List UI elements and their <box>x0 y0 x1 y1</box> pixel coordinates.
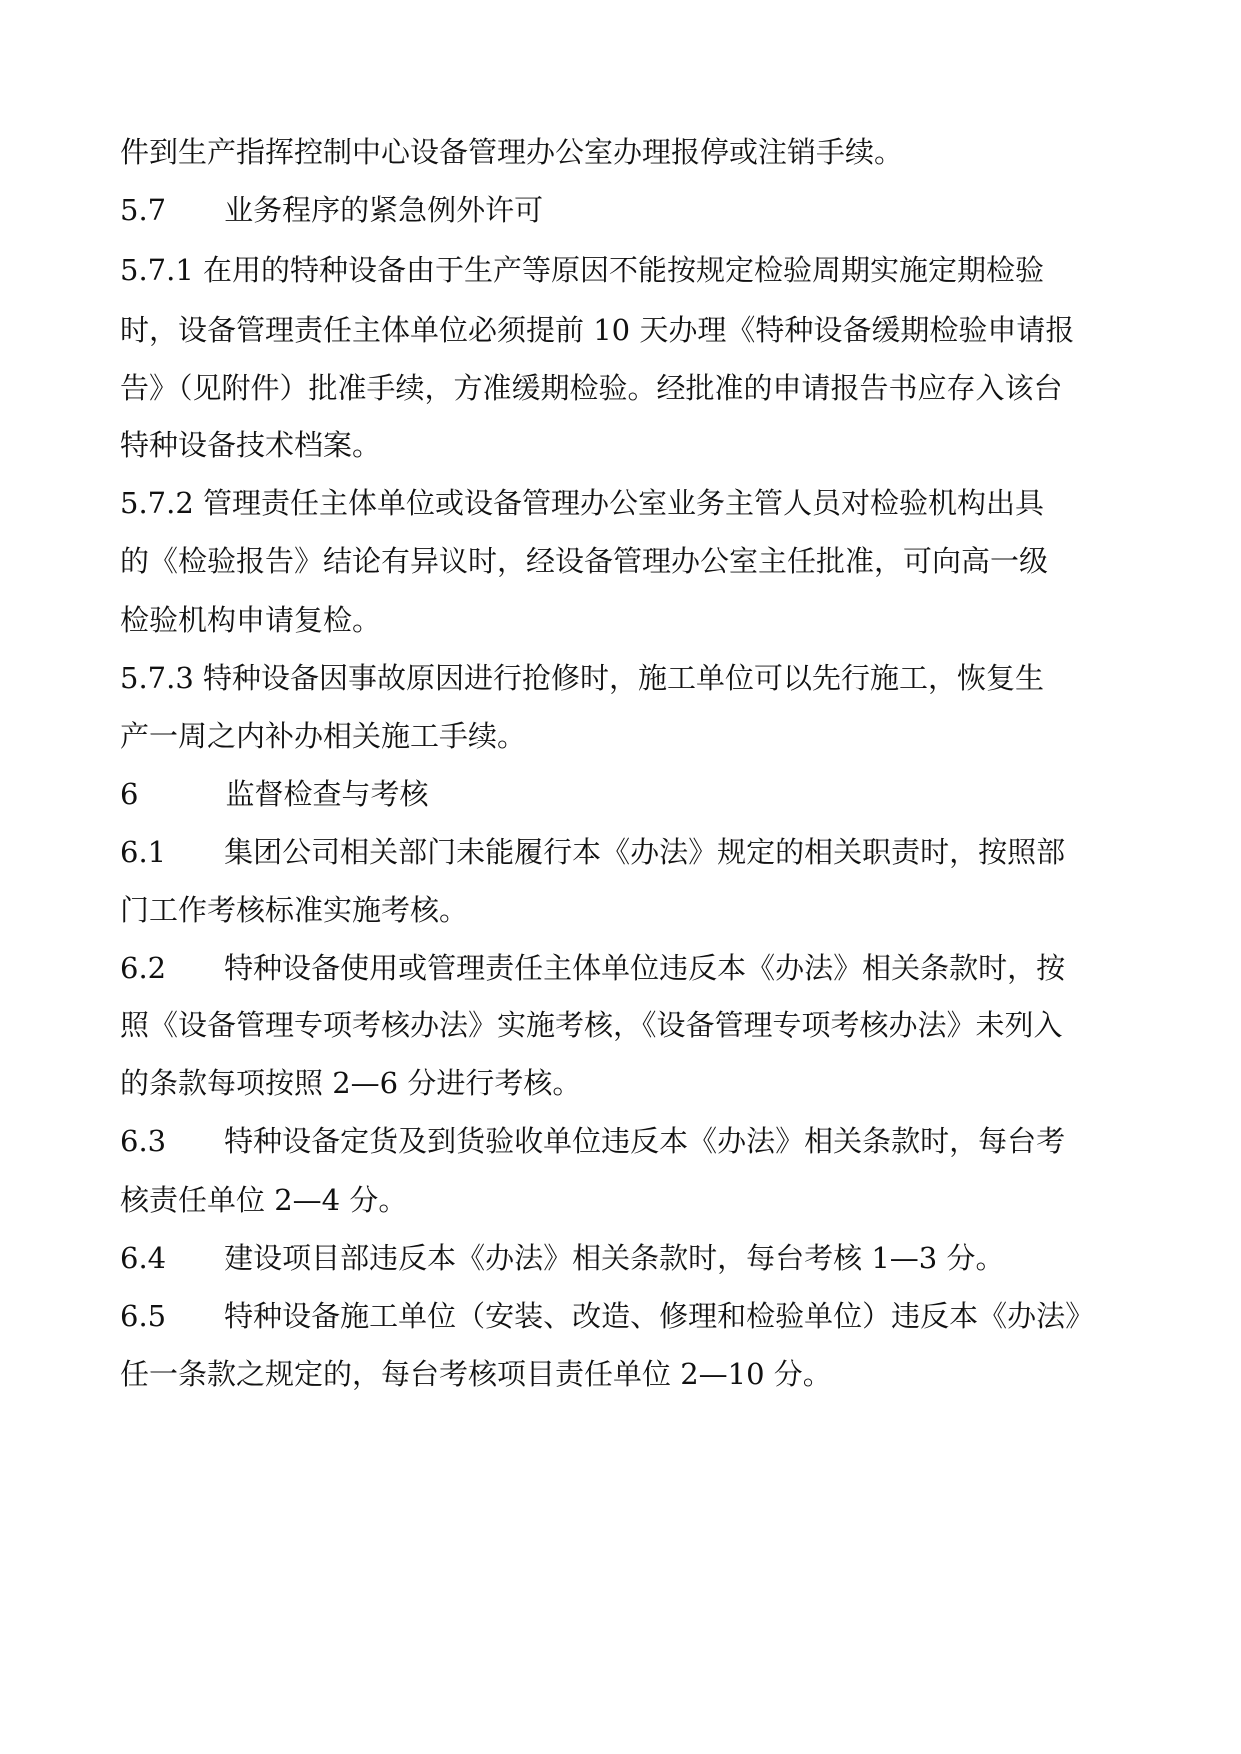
clause-5-7-1-line: 特种设备技术档案。 <box>120 428 382 462</box>
clause-5-7-3-line: 产一周之内补办相关施工手续。 <box>120 719 527 753</box>
clause-5-7-2-line: 的《检验报告》结论有异议时，经设备管理办公室主任批准，可向高一级 <box>120 544 1049 578</box>
clause-5-7-1-line: 告》（见附件）批准手续，方准缓期检验。经批准的申请报告书应存入该台 <box>120 371 1063 405</box>
clause-5-7-1-line: 5.7.1 在用的特种设备由于生产等原因不能按规定检验周期实施定期检验 <box>120 253 1045 287</box>
clause-6-2-line: 照《设备管理专项考核办法》实施考核，《设备管理专项考核办法》未列入 <box>120 1008 1063 1042</box>
clause-5-7-2-line: 检验机构申请复检。 <box>120 603 382 637</box>
clause-6-3-line: 6.3 特种设备定货及到货验收单位违反本《办法》相关条款时，每台考 <box>120 1124 1066 1158</box>
clause-5-7-3-line: 5.7.3 特种设备因事故原因进行抢修时，施工单位可以先行施工，恢复生 <box>120 661 1045 695</box>
clause-6-2-line: 的条款每项按照 2—6 分进行考核。 <box>120 1066 582 1100</box>
clause-6-3-line: 核责任单位 2—4 分。 <box>120 1183 408 1217</box>
section-heading-6: 6 监督检查与考核 <box>120 777 429 811</box>
clause-5-7-1-line: 时，设备管理责任主体单位必须提前 10 天办理《特种设备缓期检验申请报 <box>120 313 1075 347</box>
clause-5-7-2-line: 5.7.2 管理责任主体单位或设备管理办公室业务主管人员对检验机构出具 <box>120 486 1045 520</box>
clause-6-1-line: 6.1 集团公司相关部门未能履行本《办法》规定的相关职责时，按照部 <box>120 835 1066 869</box>
clause-6-5-line: 6.5 特种设备施工单位（安装、改造、修理和检验单位）违反本《办法》 <box>120 1299 1095 1333</box>
body-text-line: 件到生产指挥控制中心设备管理办公室办理报停或注销手续。 <box>120 135 904 169</box>
section-heading-5-7: 5.7 业务程序的紧急例外许可 <box>120 193 544 227</box>
clause-6-5-line: 任一条款之规定的，每台考核项目责任单位 2—10 分。 <box>120 1357 832 1391</box>
clause-6-4-line: 6.4 建设项目部违反本《办法》相关条款时，每台考核 1—3 分。 <box>120 1241 1005 1275</box>
clause-6-2-line: 6.2 特种设备使用或管理责任主体单位违反本《办法》相关条款时，按 <box>120 951 1066 985</box>
clause-6-1-line: 门工作考核标准实施考核。 <box>120 893 469 927</box>
